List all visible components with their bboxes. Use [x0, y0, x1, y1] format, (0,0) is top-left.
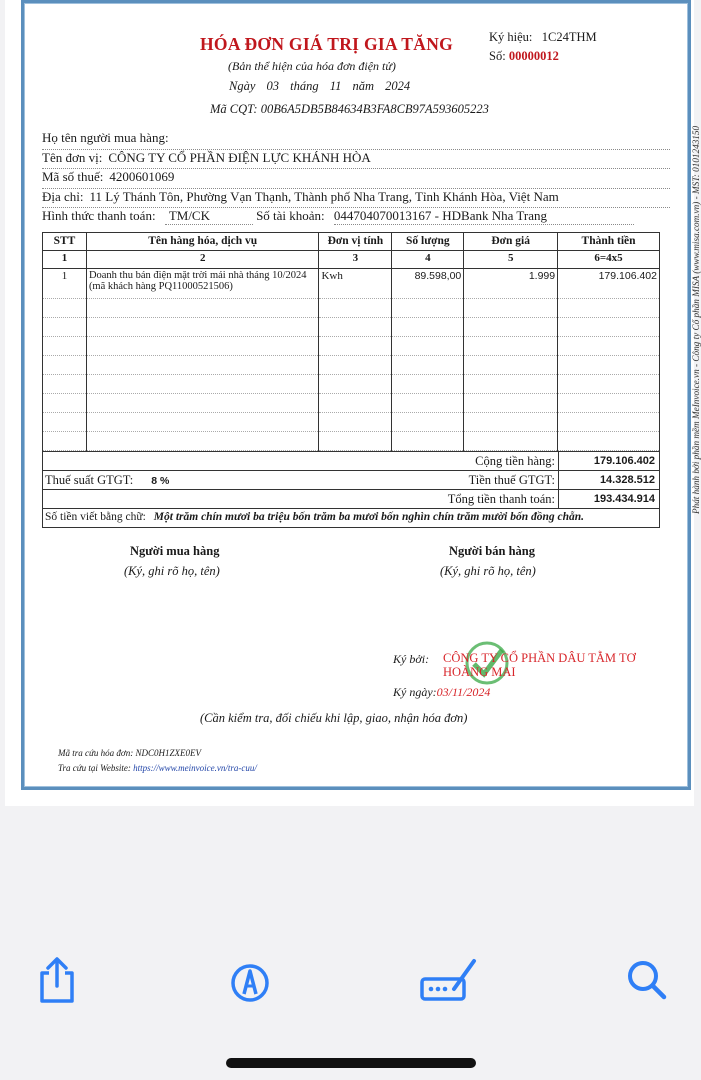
buyer-unit-value: CÔNG TY CỔ PHẦN ĐIỆN LỰC KHÁNH HÒA: [108, 149, 371, 165]
header-qty: Số lượng: [392, 232, 464, 250]
col-number: 2: [86, 250, 319, 268]
signed-by-label: Ký bởi:: [393, 651, 430, 666]
date-year: 2024: [385, 79, 411, 93]
share-icon[interactable]: [32, 955, 82, 1005]
buyer-tax-label: Mã số thuế:: [42, 169, 104, 184]
buyer-address-label: Địa chỉ:: [42, 188, 84, 204]
buyer-name-row: [42, 130, 670, 150]
empty-row: [43, 336, 660, 355]
empty-row: [43, 317, 660, 336]
header-name: Tên hàng hóa, dịch vụ: [86, 232, 319, 250]
invoice-title: HÓA ĐƠN GIÁ TRỊ GIA TĂNG: [200, 34, 454, 54]
empty-row: [43, 355, 660, 374]
buyer-tax-value: 4200601069: [109, 169, 175, 184]
empty-row: [43, 298, 660, 317]
seller-sign-note: (Ký, ghi rõ họ, tên): [440, 563, 536, 578]
cell-name: Doanh thu bán điện mặt trời mái nhà tháng 10/2024 (mã khách hàng PQ11000521506): [86, 268, 319, 298]
date-prefix: Ngày: [229, 79, 256, 93]
invoice-subtitle: (Bản thể hiện của hóa đơn điện tử): [228, 59, 396, 73]
subtotal-label: Cộng tiền hàng:: [475, 453, 555, 468]
vat-label: Tiền thuế GTGT:: [468, 472, 555, 487]
buyer-sign-note: (Ký, ghi rõ họ, tên): [124, 563, 220, 578]
amount-in-words: [42, 508, 660, 528]
date-month-prefix: tháng: [290, 79, 319, 93]
symbol-label: Ký hiệu:: [489, 30, 533, 44]
subtotal-row: [43, 451, 659, 470]
signed-date: [393, 685, 490, 700]
col-number: 3: [319, 250, 392, 268]
vat-rate-label: Thuế suất GTGT:: [45, 472, 134, 487]
cqt-code: Mã CQT: 00B6A5DB5B84634B3FA8CB97A593605223: [210, 102, 489, 116]
cell-amount: 179.106.402: [558, 268, 660, 298]
cell-stt: 1: [43, 268, 87, 298]
payment-label: Hình thức thanh toán:: [42, 208, 156, 223]
account-value: 044704070013167 - HDBank Nha Trang: [334, 208, 634, 225]
website-link[interactable]: https://www.meinvoice.vn/tra-cuu/: [133, 762, 257, 773]
check-note: (Cần kiểm tra, đối chiếu khi lập, giao, nhận hóa đơn): [200, 710, 468, 725]
buyer-unit-label: Tên đơn vị:: [42, 149, 103, 165]
header-price: Đơn giá: [464, 232, 558, 250]
vat-rate-value: 8 %: [151, 474, 170, 487]
totals-block: [42, 451, 660, 508]
cell-qty: 89.598,00: [392, 268, 464, 298]
buyer-address-value: 11 Lý Thánh Tôn, Phường Vạn Thạnh, Thành phố Nha Trang, Tỉnh Khánh Hòa, Việt Nam: [89, 188, 559, 204]
header-unit: Đơn vị tính: [319, 232, 392, 250]
empty-row: [43, 431, 660, 450]
cell-price: 1.999: [464, 268, 558, 298]
subtotal-value: 179.106.402: [558, 452, 659, 470]
empty-row: [43, 393, 660, 412]
date-year-prefix: năm: [352, 79, 374, 93]
markup-icon[interactable]: [225, 955, 275, 1005]
cell-unit: Kwh: [319, 268, 392, 298]
words-value: Một trăm chín mươi ba triệu bốn trăm ba mươi bốn nghìn chín trăm mười bốn đồng chẵn.: [153, 510, 585, 523]
website-label: Tra cứu tại Website:: [58, 762, 131, 773]
lookup-website: [58, 763, 257, 773]
invoice-header: [42, 14, 670, 116]
table-row: [43, 268, 660, 298]
buyer-name-label: Họ tên người mua hàng:: [42, 130, 169, 145]
invoice-frame: [21, 0, 701, 790]
date-day: 03: [266, 79, 280, 93]
total-label: Tổng tiền thanh toán:: [447, 491, 555, 506]
header-amount: Thành tiền: [558, 232, 660, 250]
home-indicator[interactable]: [226, 1058, 476, 1068]
buyer-address-row: [42, 189, 670, 209]
bottom-toolbar: [0, 945, 699, 1035]
empty-row: [43, 374, 660, 393]
date-month: 11: [329, 79, 342, 93]
payment-value: TM/CK: [165, 208, 253, 225]
number-value: 00000012: [508, 49, 559, 63]
vat-row: [43, 470, 659, 489]
invoice-body: [24, 3, 701, 787]
col-number: 4: [392, 250, 464, 268]
signed-by-company: CÔNG TY CỔ PHẦN DÂU TẰM TƠ HOÀNG MAI: [443, 650, 636, 679]
lookup-code: Mã tra cứu hóa đơn: NDC0H1ZXE0EV: [58, 747, 201, 758]
table-header-row: [43, 232, 660, 250]
empty-row: [43, 412, 660, 431]
buyer-info: [42, 130, 670, 228]
search-icon[interactable]: [622, 955, 672, 1005]
vat-value: 14.328.512: [558, 471, 659, 489]
signature-icon[interactable]: [418, 955, 478, 1005]
invoice-symbol: [489, 30, 597, 45]
publisher-side-text: Phát hành bởi phần mềm MeInvoice.vn - Công ty Cổ phần MISA (www.misa.com.vn) - MST: 0101243150: [691, 125, 701, 514]
col-number: 5: [464, 250, 558, 268]
col-number: 1: [43, 250, 87, 268]
header-stt: STT: [43, 232, 87, 250]
col-number: 6=4x5: [558, 250, 660, 268]
signature-section: [42, 528, 670, 778]
vat-rate: [45, 473, 169, 488]
signed-date-label: Ký ngày:: [393, 684, 437, 699]
payment-row: [42, 208, 670, 228]
total-value: 193.434.914: [558, 490, 659, 508]
buyer-unit-row: [42, 150, 670, 170]
buyer-sign-title: Người mua hàng: [130, 543, 220, 558]
number-label: Số:: [489, 49, 506, 63]
buyer-tax-row: [42, 169, 670, 189]
symbol-value: 1C24THM: [541, 30, 597, 44]
signed-date-value: 03/11/2024: [436, 684, 491, 699]
table-number-row: [43, 250, 660, 268]
invoice-date: [229, 79, 410, 94]
seller-sign-title: Người bán hàng: [449, 543, 535, 558]
words-label: Số tiền viết bằng chữ:: [45, 510, 146, 523]
total-row: [43, 489, 659, 508]
document-page: [5, 0, 701, 806]
account-label: Số tài khoản:: [256, 208, 325, 223]
invoice-number: [489, 49, 559, 64]
items-table: [42, 232, 660, 451]
